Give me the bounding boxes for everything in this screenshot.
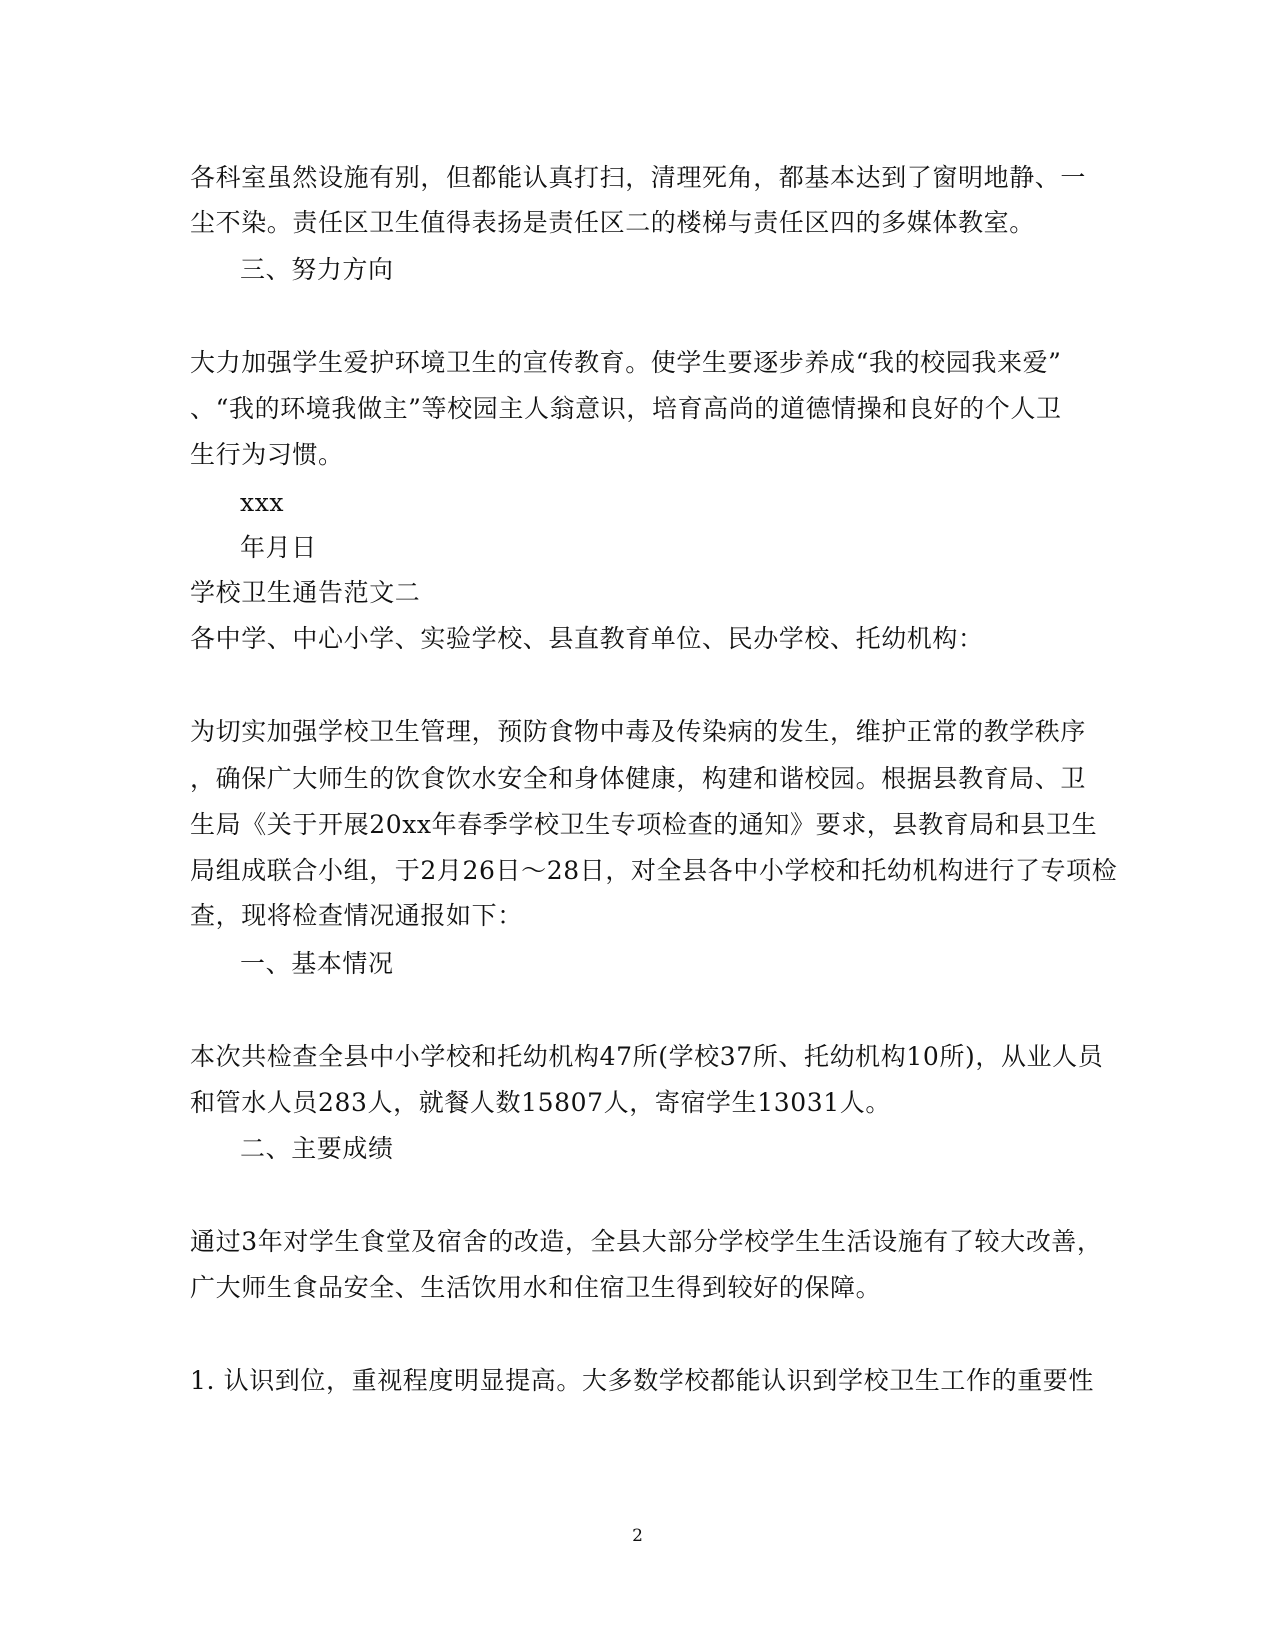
- body-text-line: 通过3年对学生食堂及宿舍的改造，全县大部分学校学生生活设施有了较大改善，: [190, 1227, 1103, 1256]
- body-text-line: 广大师生食品安全、生活饮用水和住宿卫生得到较好的保障。: [190, 1273, 882, 1302]
- document-title: 学校卫生通告范文二: [190, 578, 421, 607]
- signature-date: 年月日: [240, 533, 317, 562]
- body-text-line: 尘不染。责任区卫生值得表扬是责任区二的楼梯与责任区四的多媒体教室。: [190, 208, 1035, 237]
- body-text-line: 为切实加强学校卫生管理，预防食物中毒及传染病的发生，维护正常的教学秩序: [190, 717, 1087, 746]
- body-text-line: 本次共检查全县中小学校和托幼机构47所(学校37所、托幼机构10所)，从业人员: [190, 1042, 1104, 1071]
- body-text-line: 查，现将检查情况通报如下：: [190, 901, 523, 930]
- section-heading: 二、主要成绩: [240, 1134, 394, 1163]
- recipient-line: 各中学、中心小学、实验学校、县直教育单位、民办学校、托幼机构：: [190, 624, 984, 653]
- body-text-line: 和管水人员283人，就餐人数15807人，寄宿学生13031人。: [190, 1088, 891, 1117]
- body-text-line: ，确保广大师生的饮食饮水安全和身体健康，构建和谐校园。根据县教育局、卫: [190, 764, 1087, 793]
- body-text-line: 局组成联合小组，于2月26日～28日，对全县各中小学校和托幼机构进行了专项检: [190, 856, 1118, 885]
- body-text-line: 各科室虽然设施有别，但都能认真打扫，清理死角，都基本达到了窗明地静、一: [190, 163, 1087, 192]
- body-text-line: 、“我的环境我做主”等校园主人翁意识，培育高尚的道德情操和良好的个人卫: [190, 394, 1062, 423]
- signature-name: xxx: [240, 488, 285, 517]
- body-text-line: 1. 认识到位，重视程度明显提高。大多数学校都能认识到学校卫生工作的重要性: [190, 1366, 1095, 1395]
- page-number: 2: [632, 1526, 643, 1546]
- section-heading: 三、努力方向: [240, 255, 394, 284]
- section-heading: 一、基本情况: [240, 949, 394, 978]
- body-text-line: 大力加强学生爱护环境卫生的宣传教育。使学生要逐步养成“我的校园我来爱”: [190, 348, 1062, 377]
- body-text-line: 生局《关于开展20xx年春季学校卫生专项检查的通知》要求，县教育局和县卫生: [190, 810, 1098, 839]
- body-text-line: 生行为习惯。: [190, 440, 344, 469]
